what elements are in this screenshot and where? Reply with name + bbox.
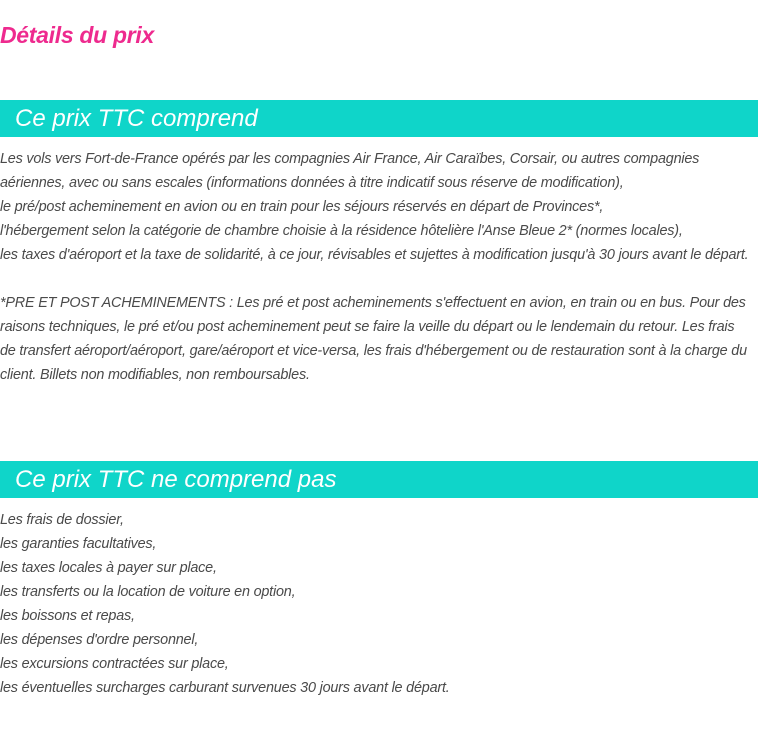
excludes-item: les excursions contractées sur place,: [0, 656, 229, 672]
excludes-section: [0, 508, 752, 700]
includes-item: le pré/post acheminement en avion ou en train pour les séjours réservés en départ de Provinces*,: [0, 199, 604, 215]
includes-item: l'hébergement selon la catégorie de chambre choisie à la résidence hôtelière l'Anse Bleue 2* (normes locales),: [0, 223, 683, 239]
includes-item: Les vols vers Fort-de-France opérés par les compagnies Air France, Air Caraïbes, Corsair, ou autres compagnies aériennes, avec ou sans escales (informations données à titre indicatif sous réserve de modification),: [0, 151, 700, 191]
includes-item: les taxes d'aéroport et la taxe de solidarité, à ce jour, révisables et sujettes à modification jusqu'à 30 jours avant le départ.: [0, 247, 749, 263]
transport-note: *PRE ET POST ACHEMINEMENTS : Les pré et post acheminements s'effectuent en avion, en train ou en bus. Pour des raisons techniques, le pré et/ou post acheminement peut se faire la veille du départ ou le lendemain du retour. Les frais de transfert aéroport/aéroport, gare/aéroport et vice-versa, les frais d'hébergement ou de restauration sont à la charge du client. Billets non modifiables, non remboursables.: [0, 295, 747, 383]
page-title: Détails du prix: [0, 22, 154, 48]
includes-heading: Ce prix TTC comprend: [15, 105, 258, 132]
excludes-item: les éventuelles surcharges carburant survenues 30 jours avant le départ.: [0, 680, 450, 696]
includes-heading-band: [0, 100, 758, 137]
excludes-heading: Ce prix TTC ne comprend pas: [15, 466, 337, 493]
excludes-item: les transferts ou la location de voiture en option,: [0, 584, 296, 600]
excludes-item: les dépenses d'ordre personnel,: [0, 632, 199, 648]
excludes-item: les garanties facultatives,: [0, 536, 157, 552]
excludes-item: les taxes locales à payer sur place,: [0, 560, 217, 576]
includes-section: [0, 147, 752, 387]
excludes-heading-band: [0, 461, 758, 498]
excludes-item: les boissons et repas,: [0, 608, 135, 624]
spacer: [0, 267, 752, 291]
excludes-item: Les frais de dossier,: [0, 512, 124, 528]
